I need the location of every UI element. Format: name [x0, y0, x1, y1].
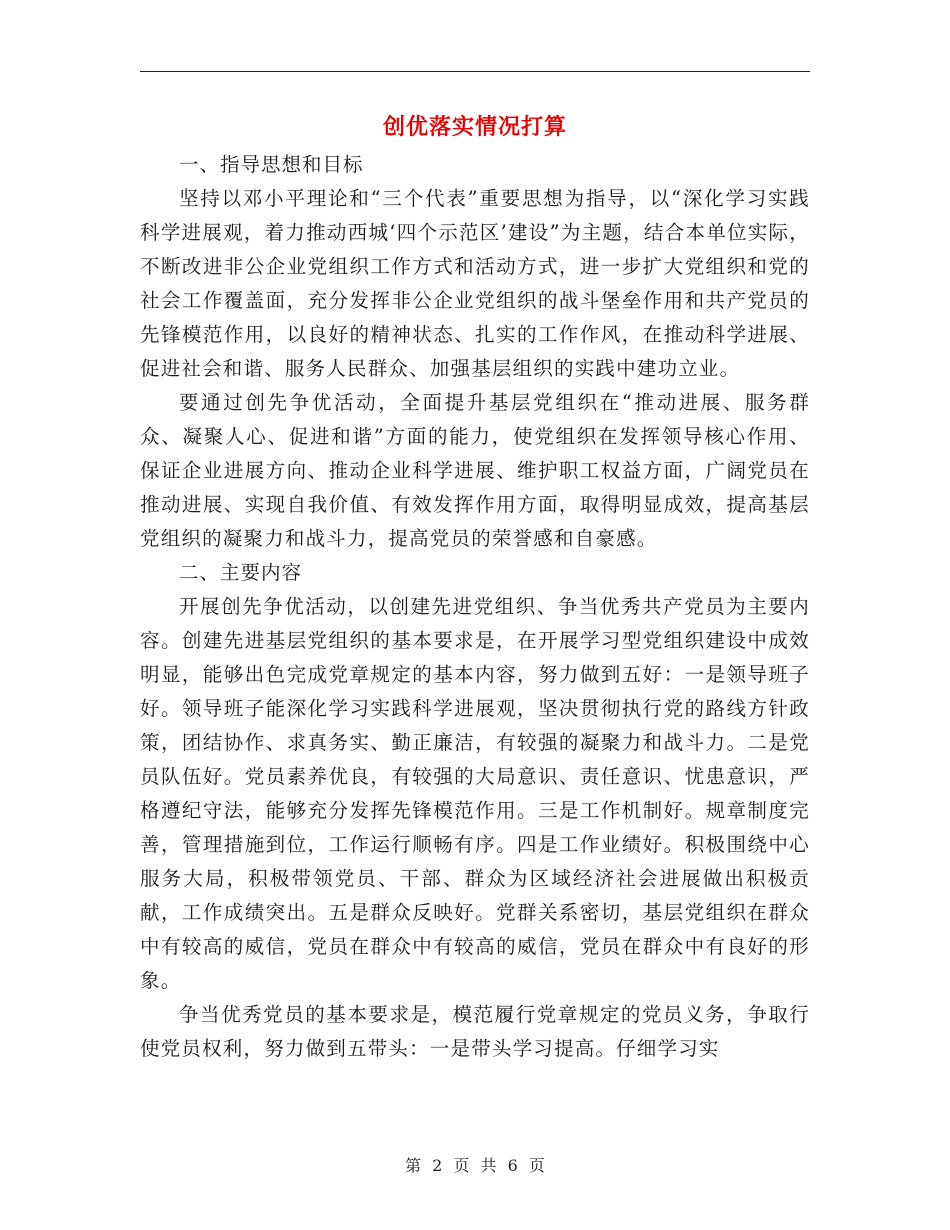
document-body: [140, 148, 810, 1066]
paragraph: 坚持以邓小平理论和“三个代表”重要思想为指导，以“深化学习实践科学进展观，着力推动西城‘四个示范区’建设”为主题，结合本单位实际，不断改进非公企业党组织工作方式和活动方式，进一步扩大党组织和党的社会工作覆盖面，充分发挥非公企业党组织的战斗堡垒作用和共产党员的先锋模范作用，以良好的精神状态、扎实的工作作风，在推动科学进展、促进社会和谐、服务人民群众、加强基层组织的实践中建功立业。: [140, 187, 810, 380]
paragraph: 争当优秀党员的基本要求是，模范履行党章规定的党员义务，争取行使党员权利，努力做到五带头：一是带头学习提高。仔细学习实: [140, 1003, 810, 1060]
section-heading: 二、主要内容: [179, 561, 303, 584]
paragraph: 要通过创先争优活动，全面提升基层党组织在“推动进展、服务群众、凝聚人心、促进和谐”方面的能力，使党组织在发挥领导核心作用、保证企业进展方向、推动企业科学进展、维护职工权益方面，广阔党员在推动进展、实现自我价值、有效发挥作用方面，取得明显成效，提高基层党组织的凝聚力和战斗力，提高党员的荣誉感和自豪感。: [140, 391, 810, 550]
section-heading: 一、指导思想和目标: [179, 153, 364, 176]
page-number: 第 2 页 共 6 页: [405, 1156, 545, 1175]
paragraph: 开展创先争优活动，以创建先进党组织、争当优秀共产党员为主要内容。创建先进基层党组织的基本要求是，在开展学习型党组织建设中成效明显，能够出色完成党章规定的基本内容，努力做到五好：一是领导班子好。领导班子能深化学习实践科学进展观，坚决贯彻执行党的路线方针政策，团结协作、求真务实、勤正廉洁，有较强的凝聚力和战斗力。二是党员队伍好。党员素养优良，有较强的大局意识、责任意识、忧患意识，严格遵纪守法，能够充分发挥先锋模范作用。三是工作机制好。规章制度完善，管理措施到位，工作运行顺畅有序。四是工作业绩好。积极围绕中心服务大局，积极带领党员、干部、群众为区域经济社会进展做出积极贡献，工作成绩突出。五是群众反映好。党群关系密切，基层党组织在群众中有较高的威信，党员在群众中有较高的威信，党员在群众中有良好的形象。: [140, 595, 810, 992]
header-rule: [140, 71, 810, 72]
document-title: 创优落实情况打算: [382, 114, 567, 140]
